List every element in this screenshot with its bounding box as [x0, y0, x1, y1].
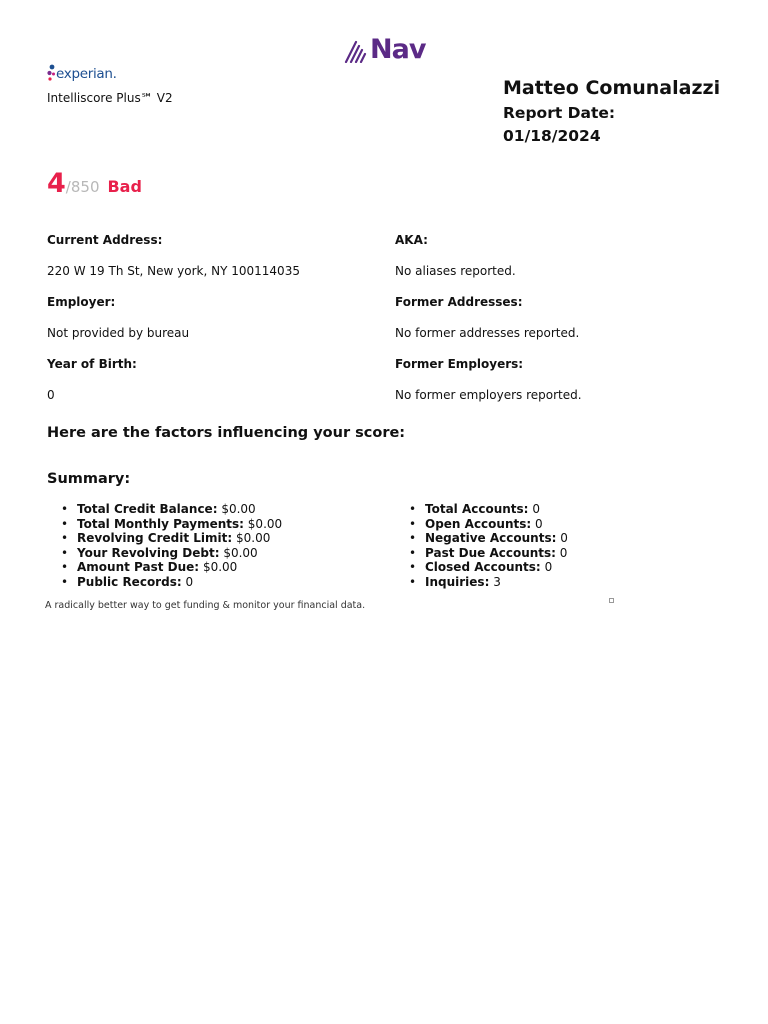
score-max: /850: [65, 178, 100, 196]
former-addresses-value: No former addresses reported.: [395, 326, 580, 340]
score-value: 4: [47, 168, 66, 199]
year-of-birth-value: 0: [47, 388, 55, 402]
employer-value: Not provided by bureau: [47, 326, 190, 340]
former-employers-label: Former Employers:: [395, 357, 524, 371]
list-item: [61, 546, 282, 561]
aka-value: No aliases reported.: [395, 264, 516, 278]
summary-item-label: Negative Accounts:: [425, 531, 557, 546]
current-address-label: Current Address:: [47, 233, 163, 247]
summary-item-label: Inquiries:: [425, 574, 490, 589]
customer-name: Matteo Comunalazzi: [503, 77, 721, 99]
list-item: [61, 531, 282, 546]
list-item: [61, 502, 282, 517]
report-date-label: Report Date:: [503, 104, 616, 122]
footer-tagline: A radically better way to get funding & monitor your financial data.: [45, 600, 366, 611]
score-rating: Bad: [107, 177, 142, 196]
product-name: Intelliscore Plus℠ V2: [47, 91, 173, 105]
summary-item-label: Open Accounts:: [425, 516, 532, 531]
summary-item-value: $0.00: [223, 545, 258, 560]
summary-item-label: Your Revolving Debt:: [77, 545, 220, 560]
placeholder-box: [609, 598, 614, 603]
credit-score: [47, 168, 142, 199]
aka-label: AKA:: [395, 233, 428, 247]
summary-item-value: 0: [185, 574, 194, 589]
summary-item-value: 0: [544, 560, 553, 575]
nav-logo-mark-icon: [344, 39, 370, 63]
former-employers-value: No former employers reported.: [395, 388, 582, 402]
experian-dots-icon: [47, 64, 56, 84]
summary-item-label: Closed Accounts:: [425, 560, 541, 575]
summary-item-label: Amount Past Due:: [77, 560, 200, 575]
summary-item-label: Past Due Accounts:: [425, 545, 556, 560]
report-date-value: 01/18/2024: [503, 127, 601, 145]
summary-list-left: [61, 502, 282, 590]
list-item: [61, 560, 282, 575]
list-item: [409, 560, 568, 575]
employer-label: Employer:: [47, 295, 116, 309]
list-item: [61, 517, 282, 532]
summary-item-value: 0: [532, 502, 540, 516]
experian-logo: [47, 64, 117, 84]
summary-item-value: $0.00: [247, 516, 283, 531]
summary-item-value: 0: [560, 531, 568, 546]
list-item: [61, 575, 282, 590]
list-item: [409, 517, 568, 532]
list-item: [409, 546, 568, 561]
summary-item-value: $0.00: [221, 502, 256, 516]
summary-item-value: 0: [535, 516, 543, 531]
summary-list-right: [409, 502, 568, 590]
year-of-birth-label: Year of Birth:: [47, 357, 137, 371]
nav-logo: [344, 36, 425, 63]
summary-item-label: Total Accounts:: [425, 502, 529, 516]
current-address-value: 220 W 19 Th St, New york, NY 100114035: [47, 264, 300, 278]
summary-item-label: Revolving Credit Limit:: [77, 531, 233, 546]
summary-item-label: Total Credit Balance:: [77, 502, 218, 516]
nav-logo-text: Nav: [370, 34, 426, 65]
factors-heading: Here are the factors influencing your score:: [47, 425, 406, 441]
list-item: [409, 575, 568, 590]
summary-item-label: Public Records:: [77, 574, 182, 589]
former-addresses-label: Former Addresses:: [395, 295, 523, 309]
summary-item-value: 0: [559, 545, 568, 560]
list-item: [409, 502, 568, 517]
summary-item-value: $0.00: [236, 531, 271, 546]
list-item: [409, 531, 568, 546]
summary-item-value: $0.00: [202, 560, 238, 575]
experian-logo-text: experian.: [56, 66, 117, 82]
summary-item-value: 3: [493, 574, 501, 589]
summary-heading: Summary:: [47, 471, 131, 487]
summary-item-label: Total Monthly Payments:: [77, 516, 244, 531]
